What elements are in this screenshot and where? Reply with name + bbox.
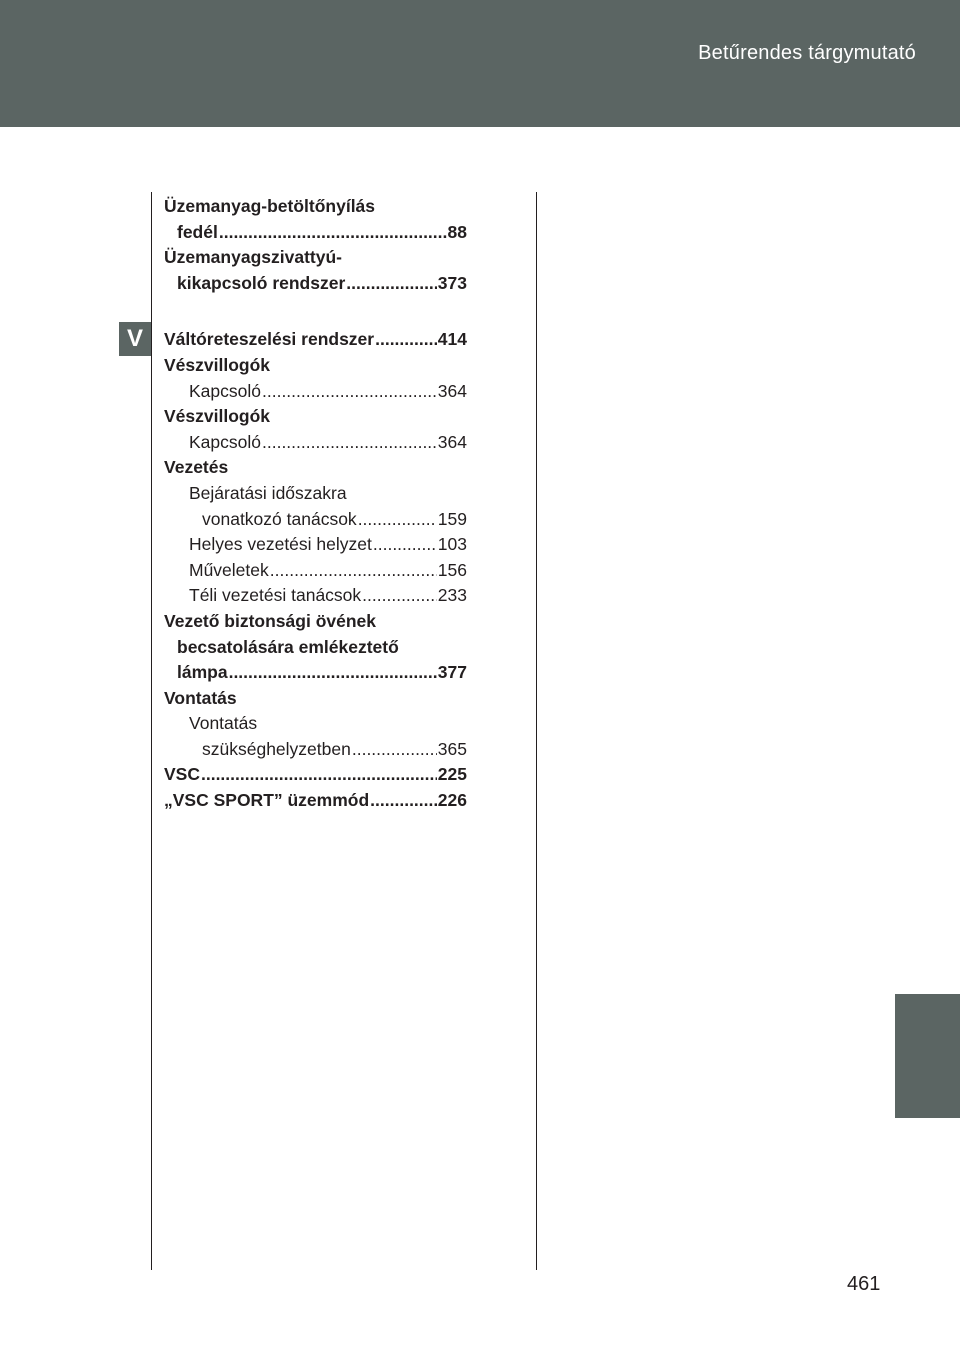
index-heading-fuel-pump: Üzemanyagszivattyú-: [164, 247, 342, 268]
side-thumb-tab: [895, 994, 960, 1118]
index-heading-hazard-lights: Vészvillogók: [164, 354, 271, 375]
index-entry-operations[interactable]: Műveletek ..... 156: [164, 558, 467, 584]
index-entry-shift-lock[interactable]: Váltóreteszelési rendszer ..... 414: [164, 327, 467, 353]
index-entry-break-in-tips[interactable]: vonatkozó tanácsok ..... 159: [164, 507, 467, 533]
index-entry-winter-driving[interactable]: Téli vezetési tanácsok ..... 233: [164, 583, 467, 609]
section-gap: [164, 296, 467, 327]
index-heading-seatbelt-reminder-cont: becsatolására emlékeztető: [177, 636, 399, 657]
index-entry-driving-position[interactable]: Helyes vezetési helyzet ..... 103: [164, 532, 467, 558]
index-heading-towing: Vontatás: [164, 687, 237, 708]
index-entry-seatbelt-reminder-lamp[interactable]: lámpa ..... 377: [164, 660, 467, 686]
index-heading-seatbelt-reminder: Vezető biztonsági övének: [164, 610, 376, 631]
page-number: 461: [847, 1273, 881, 1295]
index-entry-hazard-switch[interactable]: Kapcsoló ..... 364: [164, 430, 467, 456]
index-subheading-break-in: Bejáratási időszakra: [189, 482, 347, 503]
index-entry-fuel-filler-door[interactable]: fedél ..... 88: [164, 220, 467, 246]
column-rule-right: [536, 192, 537, 1270]
index-entry-vsc[interactable]: VSC ..... 225: [164, 762, 467, 788]
section-letter-tab: V: [119, 322, 151, 356]
index-heading-fuel-filler: Üzemanyag-betöltőnyílás: [164, 196, 376, 216]
index-entry-vsc-sport-mode[interactable]: „VSC SPORT” üzemmód ..... 226: [164, 788, 467, 814]
index-heading-driving: Vezetés: [164, 457, 229, 478]
page-title: Betűrendes tárgymutató: [698, 42, 916, 64]
index-heading-hazard-lights: Vészvillogók: [164, 406, 271, 427]
column-rule-left: [151, 192, 152, 1270]
index-entry-emergency-towing[interactable]: szükséghelyzetben ..... 365: [164, 737, 467, 763]
index-entry-fuel-pump-shutoff[interactable]: kikapcsoló rendszer ..... 373: [164, 271, 467, 297]
index-subheading-towing: Vontatás: [189, 713, 258, 734]
index-entry-hazard-switch[interactable]: Kapcsoló ..... 364: [164, 379, 467, 405]
index-column: [164, 194, 467, 814]
